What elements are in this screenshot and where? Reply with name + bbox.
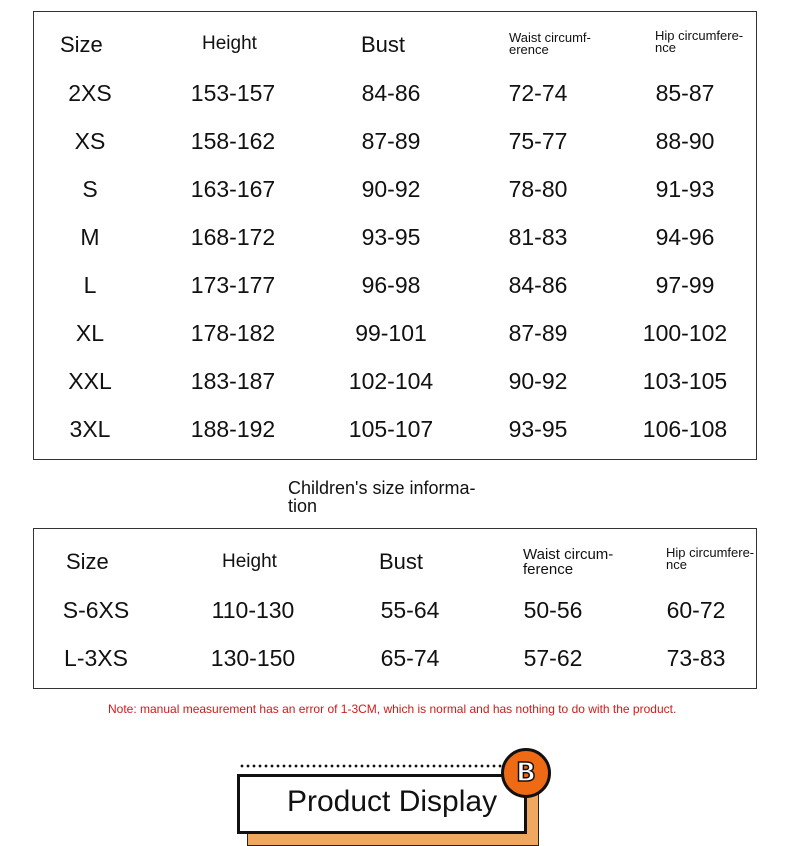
- cell-hip: 103-105: [642, 368, 728, 394]
- cell-height: 153-157: [190, 80, 276, 106]
- cell-bust: 87-89: [361, 128, 421, 154]
- header-size: Size: [66, 549, 109, 574]
- cell-size: XL: [75, 320, 105, 346]
- cell-height: 130-150: [210, 645, 296, 671]
- header-waist: Waist circum- ference: [523, 546, 614, 578]
- cell-bust: 99-101: [355, 320, 427, 346]
- cell-height: 158-162: [190, 128, 276, 154]
- header-height: Height: [222, 551, 277, 572]
- cell-size: S: [82, 176, 98, 202]
- cell-hip: 73-83: [666, 645, 726, 671]
- cell-waist: 78-80: [508, 176, 568, 202]
- cell-hip: 60-72: [666, 597, 726, 623]
- cell-bust: 96-98: [361, 272, 421, 298]
- cell-height: 168-172: [190, 224, 276, 250]
- cell-waist: 57-62: [523, 645, 583, 671]
- header-size: Size: [60, 32, 103, 57]
- badge-b-icon: [501, 748, 551, 798]
- cell-bust: 105-107: [348, 416, 434, 442]
- cell-size: M: [80, 224, 100, 250]
- cell-height: 163-167: [190, 176, 276, 202]
- banner-label: Product Display: [287, 785, 498, 818]
- cell-height: 188-192: [190, 416, 276, 442]
- badge-letter: B: [516, 758, 536, 788]
- cell-waist: 87-89: [508, 320, 568, 346]
- cell-size: L-3XS: [64, 645, 128, 671]
- cell-hip: 94-96: [655, 224, 715, 250]
- cell-height: 173-177: [190, 272, 276, 298]
- cell-bust: 84-86: [361, 80, 421, 106]
- cell-hip: 91-93: [655, 176, 715, 202]
- header-bust: Bust: [379, 549, 424, 574]
- cell-waist: 50-56: [523, 597, 583, 623]
- cell-bust: 93-95: [361, 224, 421, 250]
- product-display-banner: [235, 748, 555, 845]
- cell-waist: 90-92: [508, 368, 568, 394]
- children-size-title: Children's size informa- tion: [288, 478, 476, 516]
- cell-height: 183-187: [190, 368, 276, 394]
- cell-size: S-6XS: [62, 597, 130, 623]
- header-hip: Hip circumfere- nce: [666, 545, 755, 572]
- cell-size: 2XS: [68, 80, 112, 106]
- cell-waist: 81-83: [508, 224, 568, 250]
- cell-hip: 85-87: [655, 80, 715, 106]
- adult-size-table: [33, 11, 757, 460]
- dotted-line: [239, 764, 509, 768]
- cell-hip: 100-102: [642, 320, 728, 346]
- cell-height: 110-130: [211, 597, 295, 623]
- cell-size: L: [83, 272, 97, 298]
- cell-waist: 93-95: [508, 416, 568, 442]
- cell-waist: 84-86: [508, 272, 568, 298]
- cell-hip: 106-108: [642, 416, 728, 442]
- cell-waist: 75-77: [508, 128, 568, 154]
- cell-size: XS: [74, 128, 106, 154]
- cell-bust: 55-64: [380, 597, 440, 623]
- children-size-table: [33, 528, 757, 689]
- cell-bust: 90-92: [361, 176, 421, 202]
- header-hip: Hip circumfere- nce: [655, 28, 744, 55]
- cell-bust: 102-104: [348, 368, 434, 394]
- cell-height: 178-182: [190, 320, 276, 346]
- cell-bust: 65-74: [380, 645, 440, 671]
- header-height: Height: [202, 33, 257, 54]
- header-waist: Waist circumf- erence: [509, 30, 591, 57]
- header-bust: Bust: [361, 32, 406, 57]
- cell-waist: 72-74: [508, 80, 568, 106]
- cell-hip: 88-90: [655, 128, 715, 154]
- cell-size: 3XL: [69, 416, 111, 442]
- measurement-note: Note: manual measurement has an error of 1-3CM, which is normal and has nothing to do with the product.: [108, 702, 677, 716]
- cell-hip: 97-99: [655, 272, 715, 298]
- cell-size: XXL: [68, 368, 112, 394]
